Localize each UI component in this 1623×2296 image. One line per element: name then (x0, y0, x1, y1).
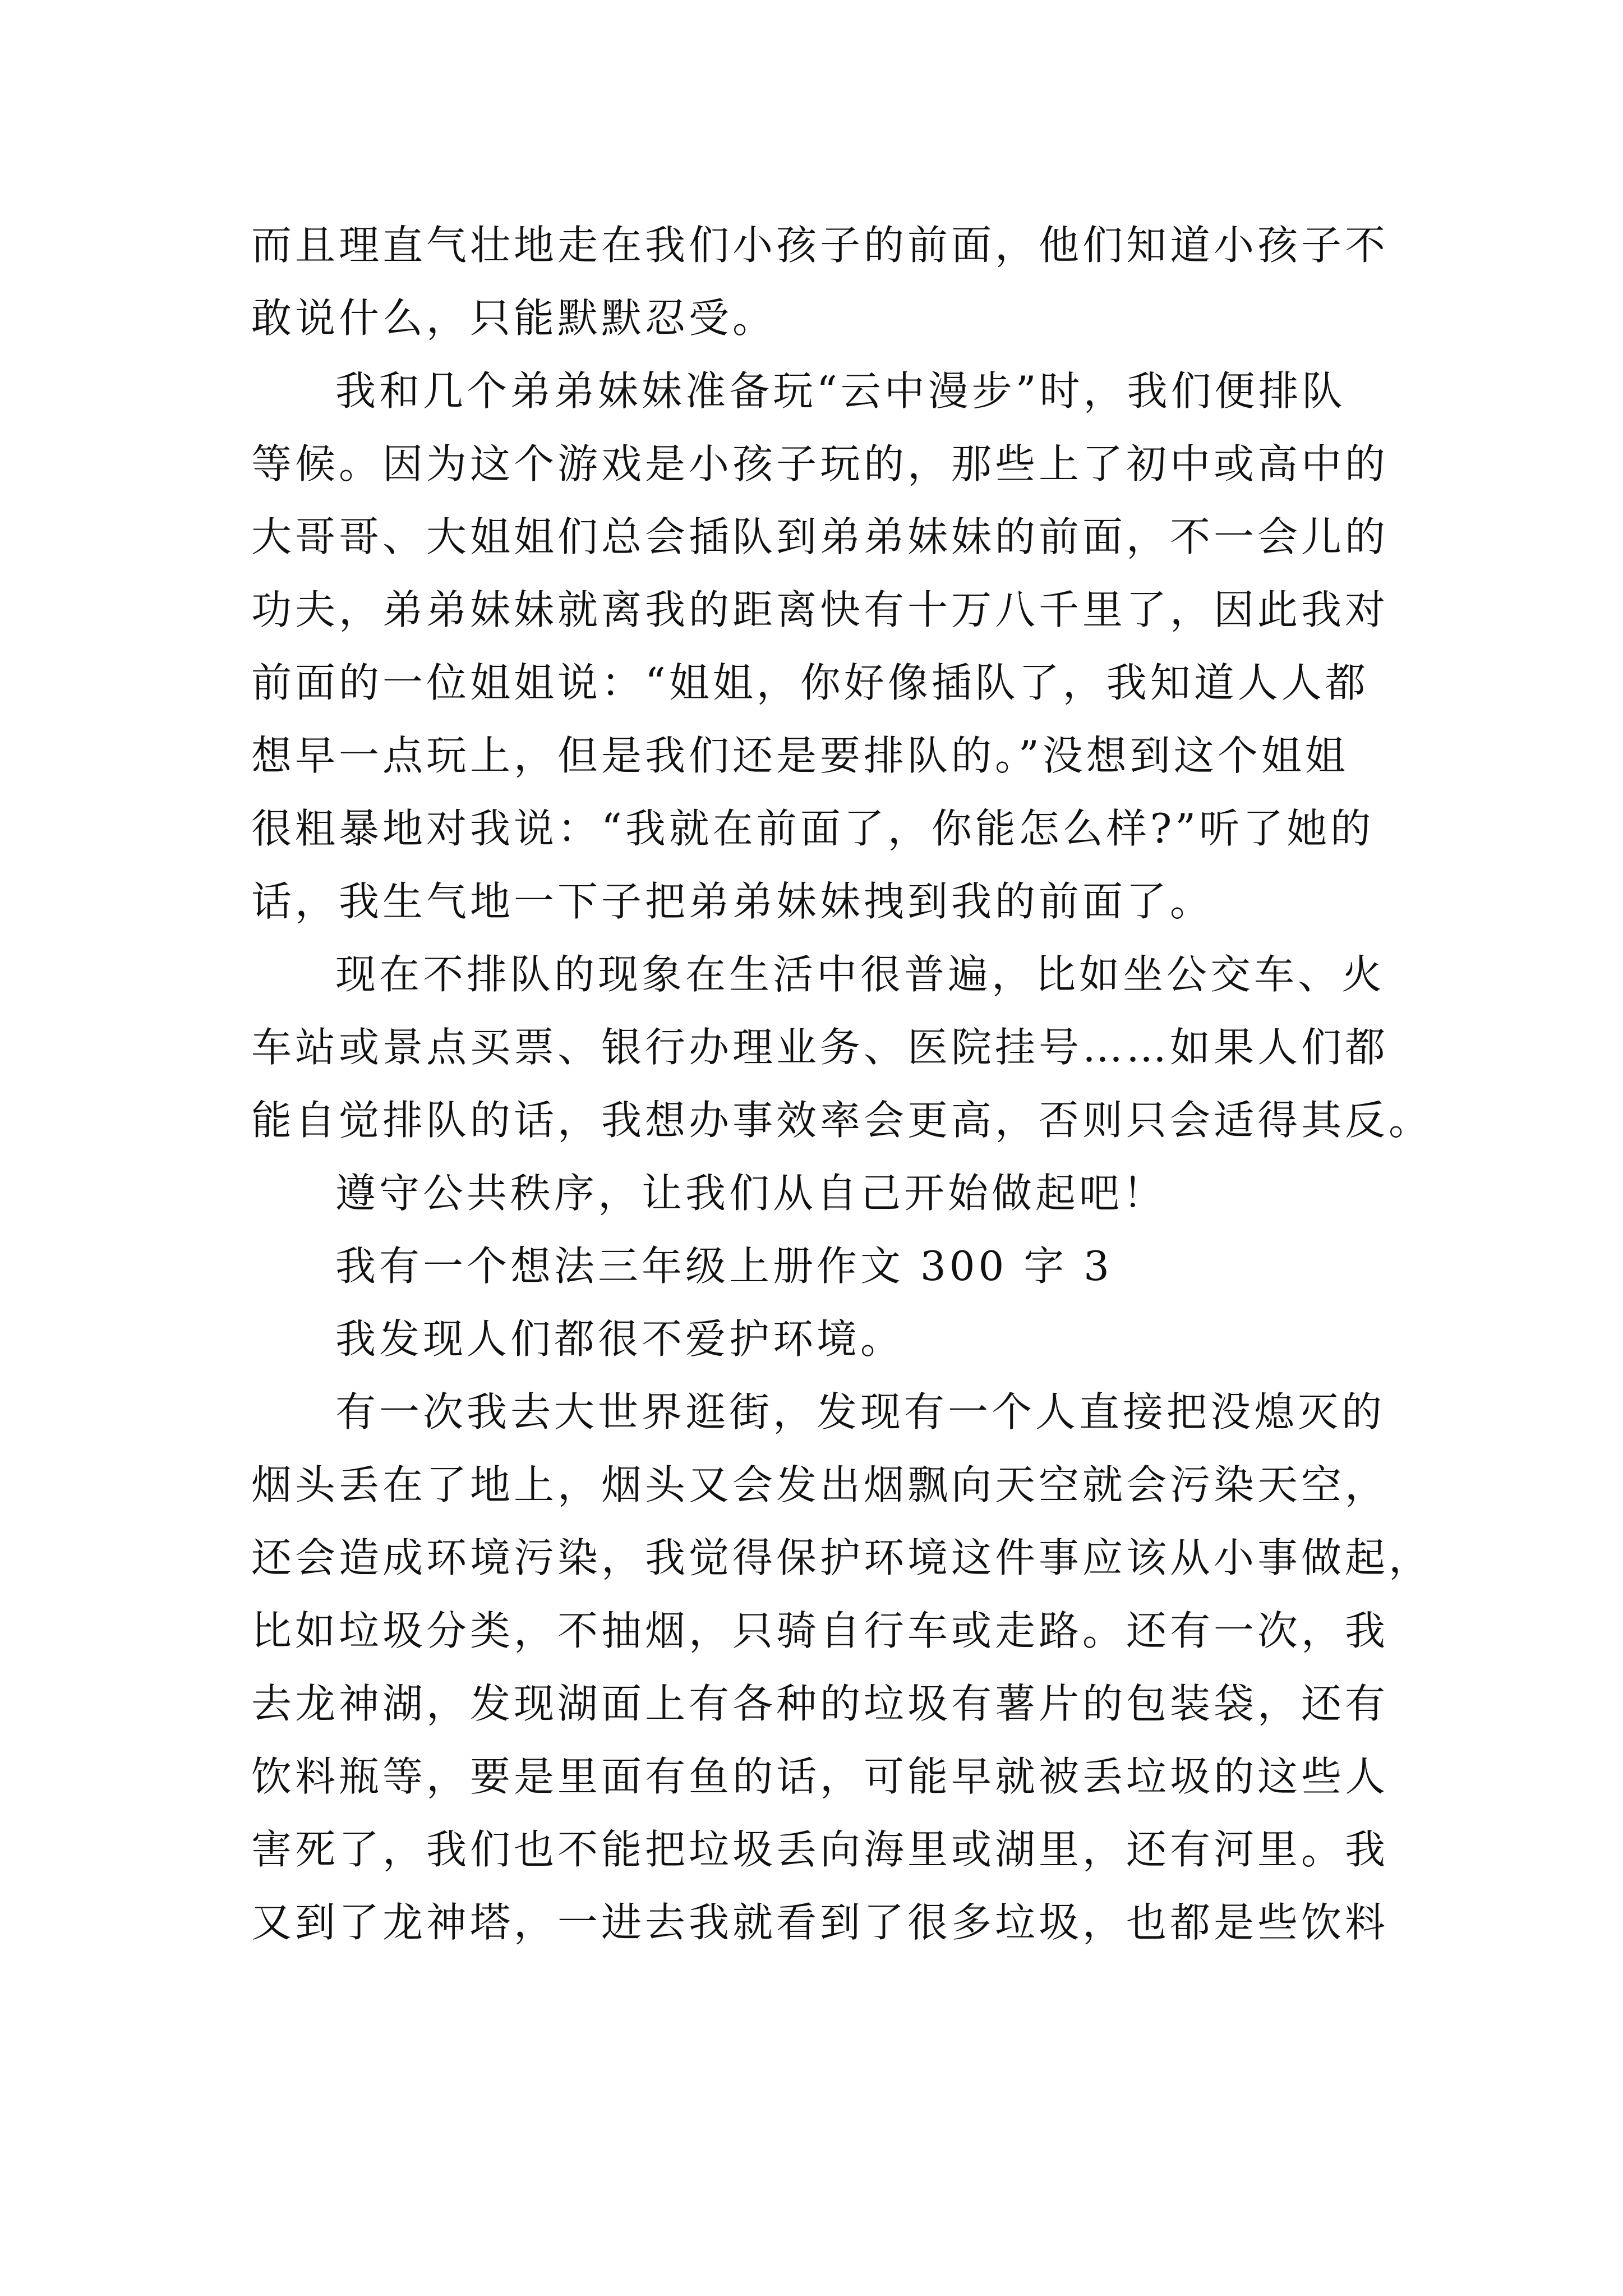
text-line: 前面的一位姐姐说：“姐姐，你好像插队了，我知道人人都 (251, 659, 1369, 706)
text-line: 很粗暴地对我说：“我就在前面了，你能怎么样?”听了她的 (251, 805, 1375, 852)
text-line: 等候。因为这个游戏是小孩子玩的，那些上了初中或高中的 (251, 440, 1389, 487)
text-line: 能自觉排队的话，我想办事效率会更高，否则只会适得其反。 (251, 1097, 1433, 1144)
text-line: 又到了龙神塔，一进去我就看到了很多垃圾，也都是些饮料 (251, 1899, 1389, 1946)
paragraph-start-line: 现在不排队的现象在生活中很普遍，比如坐公交车、火 (335, 951, 1386, 998)
text-line: 功夫，弟弟妹妹就离我的距离快有十万八千里了，因此我对 (251, 586, 1389, 633)
paragraph-start-line: 我和几个弟弟妹妹准备玩“云中漫步”时，我们便排队 (335, 367, 1346, 415)
text-line: 大哥哥、大姐姐们总会插队到弟弟妹妹的前面，不一会儿的 (251, 513, 1389, 560)
text-line: 比如垃圾分类，不抽烟，只骑自行车或走路。还有一次，我 (251, 1607, 1389, 1654)
essay-body (251, 209, 1433, 1959)
text-line: 害死了，我们也不能把垃圾丢向海里或湖里，还有河里。我 (251, 1826, 1389, 1873)
text-line: 烟头丢在了地上，烟头又会发出烟飘向天空就会污染天空， (251, 1461, 1389, 1508)
paragraph-start-line: 我发现人们都很不爱护环境。 (335, 1315, 905, 1363)
text-line: 去龙神湖，发现湖面上有各种的垃圾有薯片的包装袋，还有 (251, 1680, 1389, 1727)
text-line: 饮料瓶等，要是里面有鱼的话，可能早就被丢垃圾的这些人 (251, 1753, 1389, 1800)
paragraph-start-line: 有一次我去大世界逛街，发现有一个人直接把没熄灭的 (335, 1388, 1386, 1435)
text-line: 想早一点玩上，但是我们还是要排队的。”没想到这个姐姐 (251, 732, 1349, 779)
text-line: 还会造成环境污染，我觉得保护环境这件事应该从小事做起， (251, 1534, 1433, 1581)
essay-heading: 我有一个想法三年级上册作文 300 字 3 (335, 1243, 1113, 1290)
text-line: 敢说什么，只能默默忍受。 (251, 295, 777, 342)
text-line: 而且理直气壮地走在我们小孩子的前面，他们知道小孩子不 (251, 222, 1389, 269)
text-line: 话，我生气地一下子把弟弟妹妹拽到我的前面了。 (251, 878, 1214, 925)
paragraph-start-line: 遵守公共秩序，让我们从自己开始做起吧！ (335, 1170, 1167, 1217)
text-line: 车站或景点买票、银行办理业务、医院挂号……如果人们都 (251, 1024, 1389, 1071)
